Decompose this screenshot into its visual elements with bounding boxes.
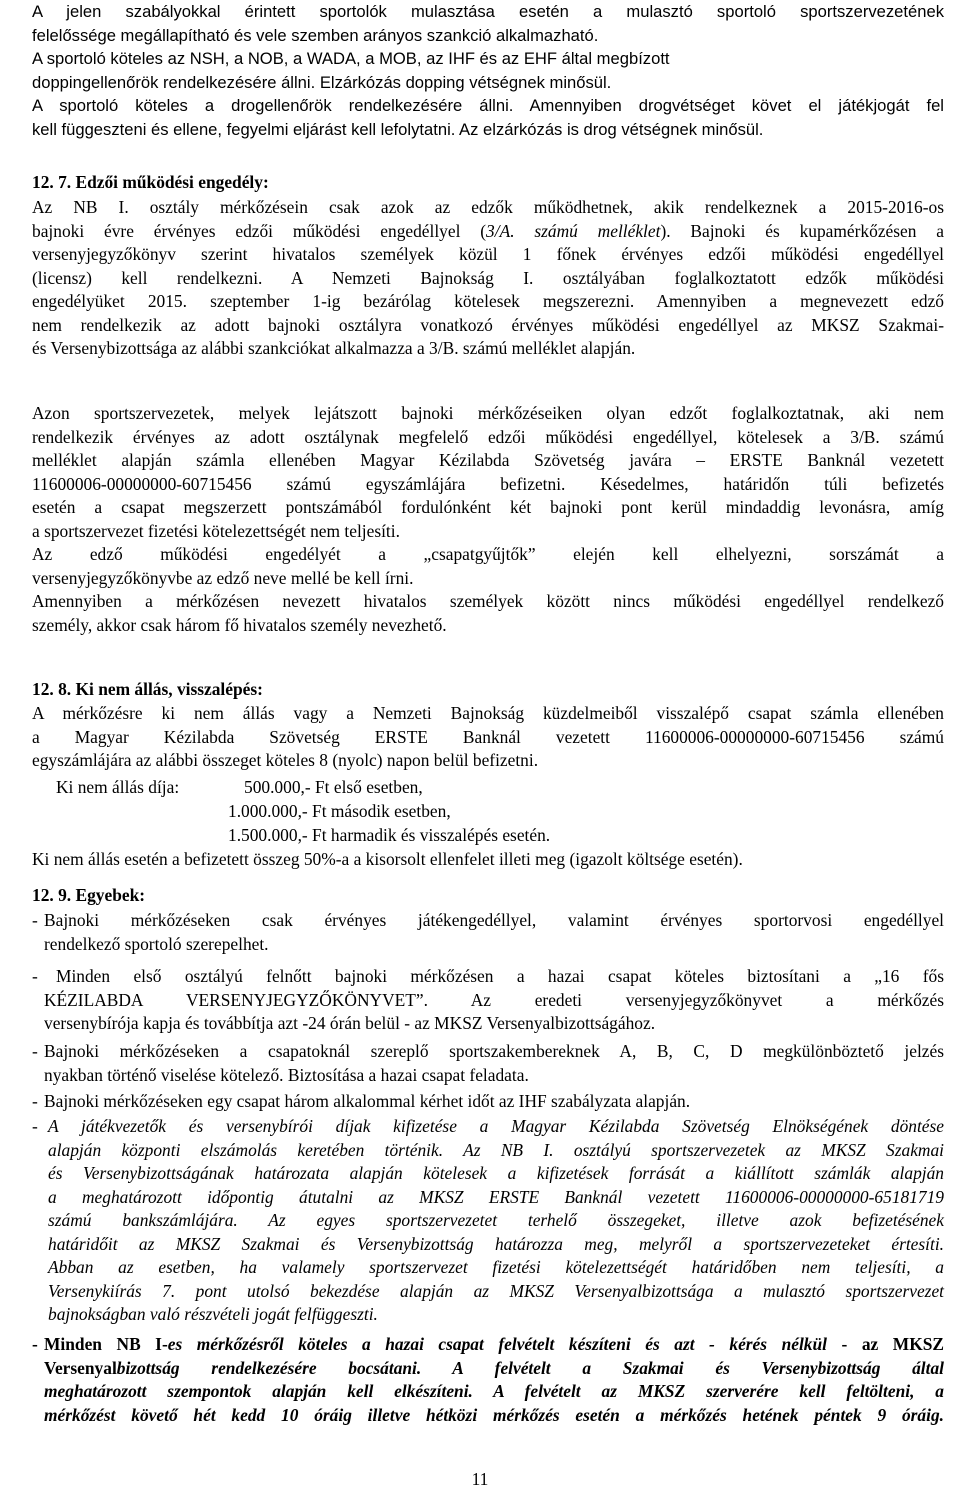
fee-second: 1.000.000,- Ft második esetben, bbox=[228, 801, 451, 821]
dash-bullet: - bbox=[32, 1091, 38, 1111]
text-line: A sportoló köteles a drogellenőrök rendelkezésére állni. Amennyiben drogvétséget követ el játékjogát fel bbox=[32, 96, 944, 115]
text-line: a meghatározott időpontig átutalni az MKSZ ERSTE Banknál vezetett 11600006-00000000-65181719 bbox=[48, 1186, 944, 1207]
section-heading-12-7 bbox=[32, 171, 944, 195]
text-line: Azon sportszervezetek, melyek lejátszott bajnoki mérkőzéseiken olyan edzőt foglalkoztatnak, aki nem bbox=[32, 403, 944, 423]
text-line: versenyjegyzőkönyv szerint hivatalos személyek közül 1 főnek érvényes edzői működési engedéllyel bbox=[32, 244, 944, 264]
section-number: 12. 8. bbox=[32, 679, 72, 699]
text-line: Bajnoki mérkőzéseken csak érvényes játékengedéllyel, valamint érvényes sportorvosi engedéllyel bbox=[44, 910, 944, 930]
text-line: Versenyalbizottság rendelkezésére bocsátani. A felvételt a Szakmai és Versenybizottság által bbox=[44, 1357, 944, 1378]
text-line: a sportszervezet fizetési kötelezettségét nem teljesíti. bbox=[32, 520, 400, 541]
text-line: Ki nem állás esetén a befizetett összeg 50%-a a kisorsolt ellenfelet illeti meg (igazolt költsége esetén). bbox=[32, 849, 743, 869]
forfeit-share-line bbox=[32, 848, 944, 872]
text-line: személy, akkor csak három fő hivatalos személy nevezhető. bbox=[32, 614, 447, 635]
text-line: esetén a csapat megszerzett pontszámából fordulónként két bajnoki pont kerül mindaddig levonásra, amíg bbox=[32, 497, 944, 517]
sanction-paragraph bbox=[32, 402, 944, 637]
text-line: (licensz) kell rendelkezni. A Nemzeti Bajnokság I. osztályában foglalkoztatott edzők működési bbox=[32, 267, 944, 288]
section-heading-12-8 bbox=[32, 678, 944, 702]
dash-bullet: - bbox=[32, 910, 38, 930]
coach-license-paragraph bbox=[32, 196, 944, 361]
text-line: alapján központi elszámolás keretében történik. Az NB I. osztályú sportszervezetek az MKSZ Szakmai bbox=[48, 1139, 944, 1160]
text-line: és Versenybizottságának határozata alapján kötelesek a kifizetések forrását a kiállított számlák alapján bbox=[48, 1163, 944, 1183]
text-line: KÉZILABDA VERSENYJEGYZŐKÖNYVET”. Az eredeti versenyjegyzőkönyvet a mérkőzés bbox=[44, 989, 944, 1010]
text-line: versenyjegyzőkönyvbe az edző neve mellé be kell írni. bbox=[32, 567, 414, 588]
text-line: A sportoló köteles az NSH, a NOB, a WADA, a MOB, az IHF és az EHF által megbízott bbox=[32, 49, 670, 68]
text-line: Abban az esetben, ha valamely sportszervezet fizetési kötelezettségét határidőben nem teljesíti, a bbox=[48, 1257, 944, 1277]
section-title: Edzői működési engedély: bbox=[75, 172, 269, 192]
text-line: számú bankszámlájára. Az egyes sportszervezetet terhelő összegeket, illetve azok befizetésének bbox=[48, 1210, 944, 1230]
dash-bullet: - bbox=[32, 1334, 38, 1354]
text-line: egyszámlájára az alábbi összeget köteles 8 (nyolc) napon belül befizetni. bbox=[32, 750, 539, 770]
text-line: versenybírója kapja és továbbítja azt -24 órán belül - az MKSZ Versenyalbizottságához. bbox=[44, 1013, 656, 1033]
text-line: engedélyüket 2015. szeptember 1-ig bezárólag kötelesek megszerezni. Amennyiben a megnevezett edző bbox=[32, 291, 944, 311]
section-heading-12-9 bbox=[32, 884, 944, 908]
forfeit-paragraph bbox=[32, 702, 944, 773]
text-line: Az NB I. osztály mérkőzésein csak azok az edzők működhetnek, akik rendelkeznek a 2015-2016-os bbox=[32, 197, 944, 217]
section-title: Egyebek: bbox=[75, 885, 146, 905]
section-title: Ki nem állás, visszalépés: bbox=[75, 679, 263, 699]
text-line: rendelkező sportoló szerepelhet. bbox=[44, 933, 269, 954]
text-line: felelőssége megállapítható és vele szemben arányos szankció alkalmazható. bbox=[32, 25, 599, 45]
text-line: A játékvezetők és versenybírói díjak kifizetése a Magyar Kézilabda Szövetség Elnökségének döntése bbox=[48, 1116, 944, 1136]
text-line: Minden első osztályú felnőtt bajnoki mérkőzésen a hazai csapat köteles biztosítani a „16 fős bbox=[56, 966, 944, 986]
text-line: nyakban történő viselése kötelező. Biztosítása a hazai csapat feladata. bbox=[44, 1064, 529, 1085]
section-number: 12. 7. bbox=[32, 172, 72, 192]
text-line: határidőit az MKSZ Szakmai és Versenybizottság határozza meg, melyről a sportszervezeteket értesíti. bbox=[48, 1233, 944, 1254]
text-line: kell függeszteni és ellene, fegyelmi eljárást kell lefolytatni. Az elzárkózás is drog vétségnek minősül. bbox=[32, 119, 764, 139]
doping-rules-paragraph bbox=[32, 0, 944, 141]
fee-first: 500.000,- Ft első esetben, bbox=[244, 777, 423, 797]
text-line: 11600006-00000000-60715456 számú egyszámlájára befizetni. Késedelmes, határidőn túli befizetés bbox=[32, 473, 944, 494]
dash-bullet: - bbox=[32, 1116, 38, 1136]
dash-bullet: - bbox=[32, 966, 38, 986]
text-line: Bajnoki mérkőzéseken egy csapat három alkalommal kérhet időt az IHF szabályzata alapján. bbox=[44, 1091, 691, 1111]
text-line: Bajnoki mérkőzéseken a csapatoknál szereplő sportszakembereknek A, B, C, D megkülönböztető jelzés bbox=[44, 1041, 944, 1061]
annex-reference: 3/A. számú melléklet bbox=[486, 220, 661, 241]
text-line: doppingellenőrök rendelkezésére állni. Elzárkózás dopping vétségnek minősül. bbox=[32, 72, 612, 92]
text-line: bajnoki évre érvényes edzői működési engedéllyel (3/A. számú melléklet). Bajnoki és kupamérkőzésen a bbox=[32, 220, 944, 241]
text-line: bajnokságban való részvételi jogát felfüggeszti. bbox=[48, 1304, 378, 1324]
text-line: rendelkezik érvényes az adott osztálynak megfelelő edzői működési engedéllyel, kötelesek a 3/B. számú bbox=[32, 426, 944, 447]
text-line: Az edző működési engedélyét a „csapatgyűjtők” elején kell elhelyezni, sorszámát a bbox=[32, 544, 944, 564]
text-line: Versenykiírás 7. pont utolsó bekezdése alapján az MKSZ Versenyalbizottsága a mulasztó sportszervezet bbox=[48, 1280, 944, 1301]
text-line: Minden NB I-es mérkőzésről köteles a hazai csapat felvételt készíteni és azt - kérés nélkül - az MKSZ bbox=[44, 1334, 944, 1354]
text-line: Amennyiben a mérkőzésen nevezett hivatalos személyek között nincs működési engedéllyel rendelkező bbox=[32, 591, 944, 611]
text-line: meghatározott szempontok alapján kell elkészíteni. A felvételt az MKSZ szerverére kell feltölteni, a bbox=[44, 1381, 944, 1401]
section-number: 12. 9. bbox=[32, 885, 72, 905]
text-line: melléklet alapján számla ellenében Magyar Kézilabda Szövetség javára – ERSTE Banknál vezetett bbox=[32, 450, 944, 470]
text-line: A mérkőzésre ki nem állás vagy a Nemzeti Bajnokság küzdelmeiből visszalépő csapat számla ellenében bbox=[32, 703, 944, 723]
text-line: mérkőzést követő hét kedd 10 óráig illetve hétközi mérkőzés esetén a mérkőzés hetének péntek 9 óráig. bbox=[44, 1404, 944, 1425]
text-line: A jelen szabályokkal érintett sportolók mulasztása esetén a mulasztó sportoló sportszervezetének bbox=[32, 2, 944, 21]
text-line: a Magyar Kézilabda Szövetség ERSTE Banknál vezetett 11600006-00000000-60715456 számú bbox=[32, 726, 944, 747]
page-number: 11 bbox=[471, 1469, 489, 1489]
fee-label: Ki nem állás díja: bbox=[56, 777, 180, 797]
text-line: nem rendelkezik az adott bajnoki osztályra vonatkozó érvényes működési engedéllyel az MKSZ Szakmai- bbox=[32, 314, 944, 335]
fee-third: 1.500.000,- Ft harmadik és visszalépés esetén. bbox=[228, 825, 551, 845]
text-line: és Versenybizottsága az alábbi szankciókat alkalmazza a 3/B. számú melléklet alapján. bbox=[32, 338, 636, 358]
dash-bullet: - bbox=[32, 1041, 38, 1061]
